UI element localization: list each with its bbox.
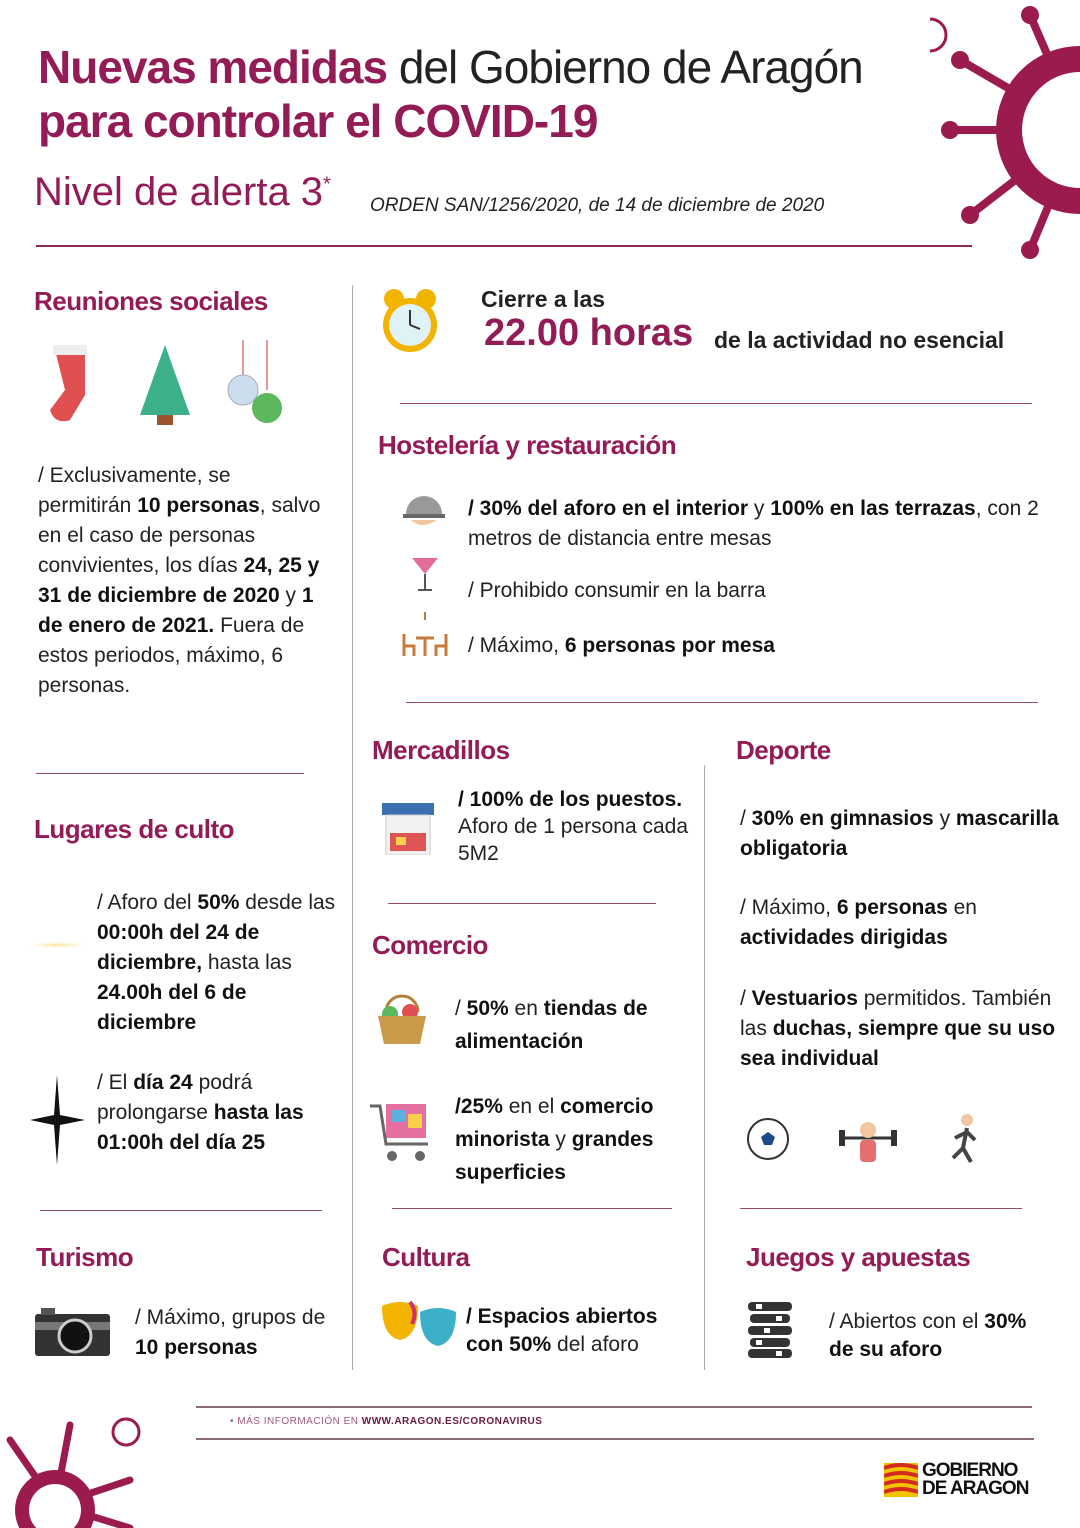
glow-icon [30,942,85,948]
text-segment: , salvo en el caso de personas convivientes, los días [38,494,321,577]
text-segment: comercio minorista [455,1095,654,1151]
culto-text-1 [97,888,347,1038]
text-segment: 6 personas [836,896,948,919]
hosteleria-text-2 [468,576,1028,606]
text-segment: 10 personas [137,494,260,517]
gobierno-aragon-logo [884,1462,1028,1498]
camera-icon [35,1308,110,1356]
juegos-text [829,1308,1049,1364]
text-segment: en [508,997,544,1020]
star-icon [30,1075,85,1165]
text-segment: permitidos. También las [740,987,1052,1040]
text-segment: en [947,896,977,919]
logo-line2: DE ARAGON [922,1478,1029,1499]
text-segment: / 100% de los puestos. [458,788,683,811]
divider [392,1208,672,1209]
text-segment: 50% [466,997,509,1020]
cierre-time: 22.00 horas [484,312,694,354]
text-segment: hasta las [202,951,292,974]
virus-icon [930,0,1080,260]
divider [400,403,1032,404]
alert-footnote-mark: * [323,173,331,196]
soccer-ball-icon [748,1119,788,1159]
heading-reuniones-sociales: Reuniones sociales [34,286,268,316]
divider [40,1210,322,1211]
divider [196,1438,1034,1440]
text-segment: hasta las 01:00h del día 25 [97,1101,304,1154]
food-basket-icon [376,992,428,1046]
deporte-text-3 [740,984,1070,1074]
text-segment: para controlar el COVID-19 [38,95,598,147]
text-segment: 1 de enero de 2021. [38,584,314,637]
text-segment: 24.00h del 6 de diciembre [97,981,247,1034]
text-segment: / Máximo, [468,634,565,657]
cierre-rest: de la actividad no esencial [714,327,1005,353]
cloche-icon [403,492,445,532]
text-segment: y [933,807,956,830]
casino-chips-icon [748,1302,792,1358]
text-segment: / Prohibido consumir en la barra [468,579,766,602]
text-segment: Vestuarios [751,987,858,1010]
market-stall-icon [382,803,434,855]
text-segment: / Exclusivamente, se permitirán [38,464,231,517]
heading-juegos-y-apuestas: Juegos y apuestas [746,1242,971,1272]
text-segment: podrá prolongarse [97,1071,253,1124]
reuniones-text [38,461,323,701]
text-segment: / Abiertos con el [829,1310,985,1333]
hosteleria-text-1 [468,494,1048,554]
text-segment: , con 2 metros de distancia entre mesas [468,497,1039,550]
page-title [38,40,938,148]
text-segment: 6 personas por mesa [564,634,775,657]
text-segment: 100% en las terrazas [770,497,976,520]
weightlifter-icon [839,1122,897,1162]
ornaments-icon [228,340,282,423]
text-segment: y [748,497,771,520]
divider [36,245,972,247]
text-segment: WWW.ARAGON.ES/CORONAVIRUS [361,1416,543,1427]
text-segment: del Gobierno de Aragón [387,41,863,93]
table-chairs-icon [400,612,450,657]
turismo-text [135,1303,335,1363]
text-segment: 10 personas [135,1336,258,1359]
text-segment: actividades dirigidas [740,926,948,949]
heading-comercio: Comercio [372,930,488,960]
sport-icons [745,1112,985,1172]
heading-lugares-de-culto: Lugares de culto [34,814,235,844]
divider [406,702,1038,703]
alert-level [34,170,331,215]
text-segment: 24, 25 y 31 de diciembre de 2020 [38,554,320,607]
text-segment: tiendas de alimentación [455,997,648,1053]
text-segment: 30% en gimnasios [751,807,934,830]
text-segment: mascarilla obligatoria [740,807,1059,860]
theater-masks-icon [380,1300,458,1352]
heading-turismo: Turismo [36,1242,134,1272]
virus-icon [0,1410,150,1528]
deporte-text-1 [740,804,1060,864]
culto-text-2 [97,1068,347,1158]
text-segment: / [740,807,752,830]
cultura-text [466,1303,696,1359]
text-segment: 30% de su aforo [829,1310,1027,1361]
runner-icon [953,1114,975,1162]
cierre-line1: Cierre a las [481,286,606,312]
text-segment: / 30% del aforo en el interior [468,497,749,520]
mercadillos-text [458,786,688,867]
order-reference: ORDEN SAN/1256/2020, de 14 de diciembre de 2020 [370,195,825,216]
logo-line1: GOBIERNO [922,1460,1018,1481]
column-divider [704,765,705,1370]
deporte-text-2 [740,893,1060,953]
text-segment: Nuevas medidas [38,41,388,93]
comercio-text-2 [455,1090,695,1189]
text-segment: / Aforo del [97,891,198,914]
heading-hosteleria: Hostelería y restauración [378,430,677,460]
hosteleria-text-3 [468,631,1028,661]
text-segment: Aforo de 1 persona cada 5M2 [458,815,688,865]
christmas-icons [45,340,285,430]
text-segment: en el [502,1095,561,1118]
text-segment: 50% [197,891,240,914]
divider [196,1406,1032,1408]
text-segment: grandes superficies [455,1128,654,1184]
heading-mercadillos: Mercadillos [372,735,510,765]
text-segment: 00:00h del 24 de diciembre, [97,921,260,974]
shopping-cart-icon [368,1100,434,1166]
text-segment: / Espacios abiertos con 50% [466,1305,658,1356]
text-segment: • MÁS INFORMACIÓN EN [230,1416,362,1427]
aragon-flag-icon [884,1463,918,1497]
text-segment: Fuera de estos periodos, máximo, 6 personas. [38,614,305,697]
heading-cultura: Cultura [382,1242,470,1272]
text-segment: desde las [239,891,336,914]
divider [740,1208,1022,1209]
column-divider [352,285,353,1370]
divider [36,773,304,774]
text-segment: del aforo [551,1333,639,1356]
text-segment: / Máximo, [740,896,837,919]
christmas-tree-icon [140,345,190,425]
heading-deporte: Deporte [736,735,831,765]
text-segment: y [549,1128,572,1151]
alert-level-text: Nivel de alerta 3 [34,170,324,214]
christmas-stocking-icon [50,345,87,421]
text-segment: /25% [455,1095,503,1118]
divider [388,903,656,904]
more-info-link[interactable] [230,1416,542,1427]
text-segment: / Máximo, grupos de [135,1306,326,1329]
comercio-text-1 [455,992,695,1058]
text-segment: / [740,987,752,1010]
text-segment: / [455,997,467,1020]
text-segment: y [279,584,302,607]
alarm-clock-icon [380,285,440,357]
text-segment: duchas, siempre que su uso sea individual [740,1017,1056,1070]
text-segment: día 24 [133,1071,193,1094]
text-segment: / El [97,1071,134,1094]
cocktail-icon [410,552,440,594]
